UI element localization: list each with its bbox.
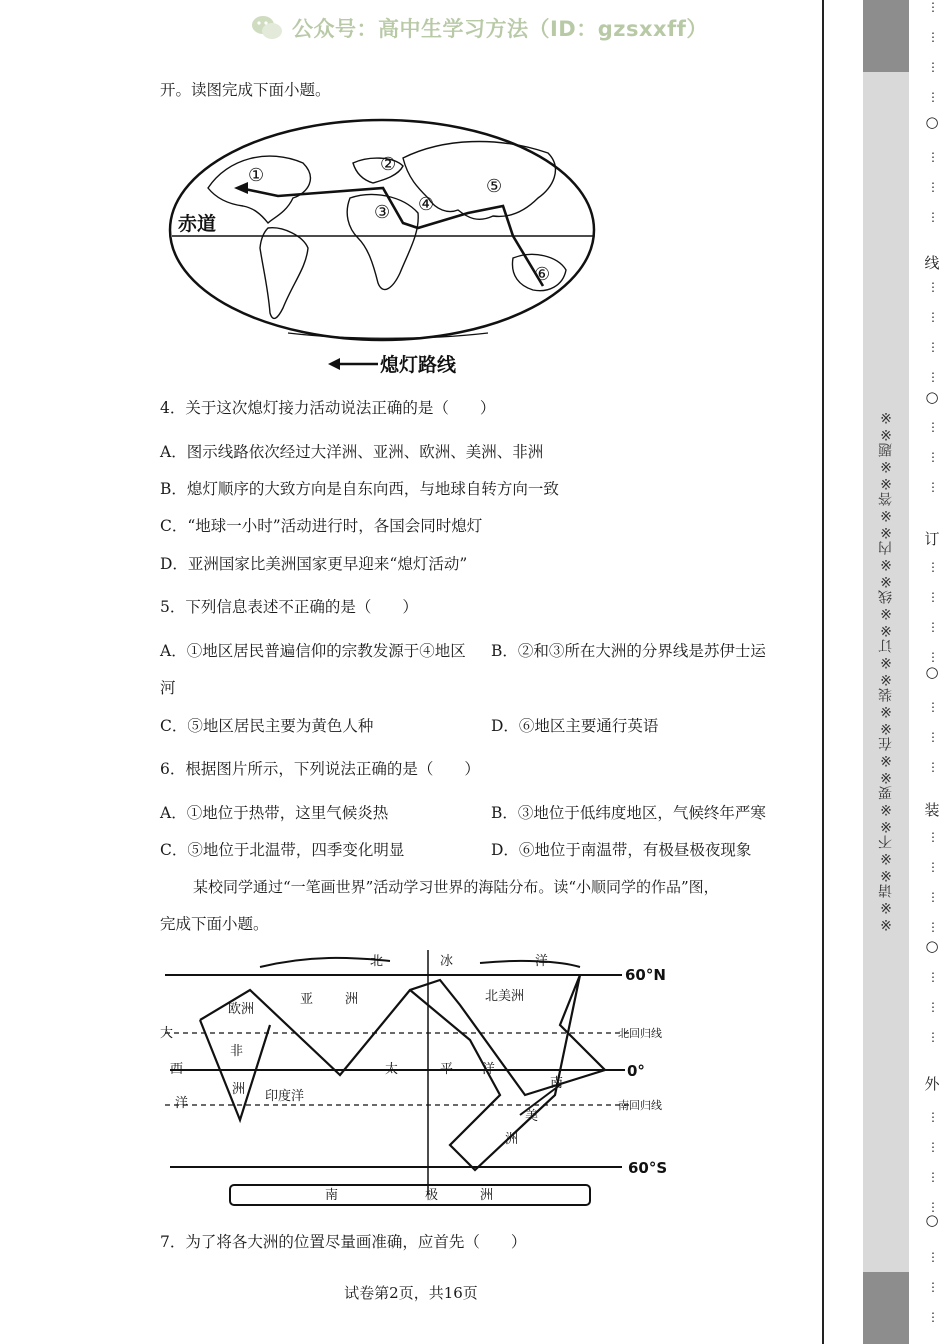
place-label-2: ② (380, 154, 397, 175)
hand-label-ya: 亚 (300, 992, 314, 1007)
label-60n: 60°N (625, 966, 666, 984)
intro2-line1: 某校同学通过“一笔画世界”活动学习世界的海陆分布。读“小顺同学的作品”图， (193, 878, 719, 896)
seal-char-zhuang: 装 (924, 801, 940, 819)
binding-dotted-line: ⋮ ⋮ ⋮ ⋮ ⋮ ⋮ ⋮ ⋮ ⋮ ⋮ ⋮ ⋮ ⋮ ⋮ ⋮ ⋮ ⋮ ⋮ ⋮ ⋮ ⋮ ⋮ ⋮ ⋮ ⋮ ⋮ ⋮ ⋮ ⋮ ⋮ ⋮ ⋮ ⋮ ⋮ ⋮ (927, 0, 939, 1324)
label-60s: 60°S (628, 1159, 668, 1177)
question-4-option-c[interactable]: C．“地球一小时”活动进行时，各国会同时熄灯 (160, 517, 483, 535)
question-4-stem: 4．关于这次熄灯接力活动说法正确的是（ ） (160, 399, 496, 417)
question-6-option-a[interactable]: A．①地位于热带，这里气候炎热 (160, 804, 389, 822)
seal-char-xian: 线 (924, 254, 940, 272)
antarctica-band (230, 1185, 590, 1205)
legend-arrowhead (328, 358, 340, 370)
route-arrowhead (234, 182, 248, 194)
world-map-figure (168, 118, 608, 383)
hand-label-ping: 平 (440, 1062, 454, 1077)
legend-label: 熄灯路线 (380, 354, 457, 376)
seal-circle-4: ○ (925, 937, 939, 955)
place-label-1: ① (248, 165, 265, 186)
question-4-option-a[interactable]: A．图示线路依次经过大洋洲、亚洲、欧洲、美洲、非洲 (160, 443, 544, 461)
hand-label-yang2: 洋 (482, 1062, 496, 1077)
hand-label-da: 大 (160, 1026, 174, 1041)
hand-label-xi: 西 (170, 1062, 184, 1077)
watermark (250, 10, 710, 46)
hand-label-tropic-south: 南回归线 (618, 1099, 662, 1112)
place-label-5: ⑤ (486, 176, 503, 197)
hand-label-yang: 洋 (535, 954, 549, 969)
hand-label-beimeizhou: 北美洲 (485, 989, 525, 1004)
page-footer: 试卷第2页，共16页 (344, 1284, 478, 1302)
question-5-stem: 5．下列信息表述不正确的是（ ） (160, 598, 418, 616)
hand-label-zhou: 洲 (345, 992, 359, 1007)
hand-label-nan: 南 (550, 1076, 564, 1091)
one-stroke-world-figure (160, 945, 680, 1215)
place-label-4: ④ (418, 194, 435, 215)
gray-bar-bottom-block (863, 1272, 909, 1344)
watermark-text: 公众号：高中生学习方法（ID：gzsxxff） (292, 17, 708, 41)
seal-circle-2: ○ (925, 388, 939, 406)
intro2-line2: 完成下面小题。 (160, 915, 269, 933)
hand-label-bing: 冰 (440, 954, 454, 969)
hand-label-mei: 美 (525, 1109, 539, 1124)
question-4-option-d[interactable]: D．亚洲国家比美洲国家更早迎来“熄灯活动” (160, 555, 468, 573)
south-america (260, 228, 308, 319)
question-6-stem: 6．根据图片所示，下列说法正确的是（ ） (160, 760, 480, 778)
question-7-stem: 7．为了将各大洲的位置尽量画准确，应首先（ ） (160, 1233, 527, 1251)
hand-label-yinduyang: 印度洋 (265, 1089, 305, 1104)
seal-circle-3: ○ (925, 663, 939, 681)
arrow-top-right (480, 961, 580, 967)
hand-label-nan-ji: 南 (325, 1188, 339, 1203)
hand-label-ji-zhou: 洲 (480, 1188, 494, 1203)
seal-circle-1: ○ (925, 113, 939, 131)
hand-label-ouzhou: 欧洲 (228, 1002, 255, 1017)
question-5-option-d[interactable]: D．⑥地区主要通行英语 (491, 717, 659, 735)
question-4-option-b[interactable]: B．熄灯顺序的大致方向是自东向西，与地球自转方向一致 (160, 480, 559, 498)
question-6-option-d[interactable]: D．⑥地位于南温带，有极昼极夜现象 (491, 841, 752, 859)
hand-label-fei: 非 (230, 1044, 244, 1059)
equator-label: 赤道 (178, 213, 217, 235)
hand-label-bei: 北 (370, 954, 384, 969)
label-0: 0° (627, 1062, 645, 1080)
hand-label-fei-zhou: 洲 (232, 1082, 246, 1097)
hand-label-xi-yang: 洋 (175, 1096, 189, 1111)
hand-label-tropic-north: 北回归线 (618, 1027, 662, 1040)
hand-label-ji: 极 (425, 1188, 439, 1203)
hand-label-mei-zhou: 洲 (505, 1132, 519, 1147)
question-5-option-b[interactable]: B．②和③所在大洲的分界线是苏伊士运 (491, 642, 766, 660)
gray-bar-top-block (863, 0, 909, 72)
place-label-6: ⑥ (534, 264, 551, 285)
one-stroke-outline (200, 975, 605, 1170)
lights-out-route (240, 188, 543, 286)
intro-tail: 开。读图完成下面小题。 (160, 81, 331, 99)
question-6-option-b[interactable]: B．③地位于低纬度地区，气候终年严寒 (491, 804, 766, 822)
hand-label-tai: 太 (385, 1062, 399, 1077)
question-5-option-a[interactable]: A．①地区居民普遍信仰的宗教发源于④地区 (160, 642, 466, 660)
place-label-3: ③ (374, 202, 391, 223)
binding-warning-text: ※※请※※不※※要※※在※※装※※订※※线※※内※※答※※题※※ (878, 408, 894, 932)
wechat-icon (250, 13, 284, 43)
question-5-option-c[interactable]: C．⑤地区居民主要为黄色人种 (160, 717, 374, 735)
map-outline (170, 120, 594, 340)
question-5-option-b-continued: 河 (160, 679, 176, 697)
question-6-option-c[interactable]: C．⑤地位于北温带，四季变化明显 (160, 841, 405, 859)
seal-char-ding: 订 (924, 530, 940, 548)
seal-circle-5: ○ (925, 1211, 939, 1229)
seal-char-wai: 外 (924, 1075, 940, 1093)
